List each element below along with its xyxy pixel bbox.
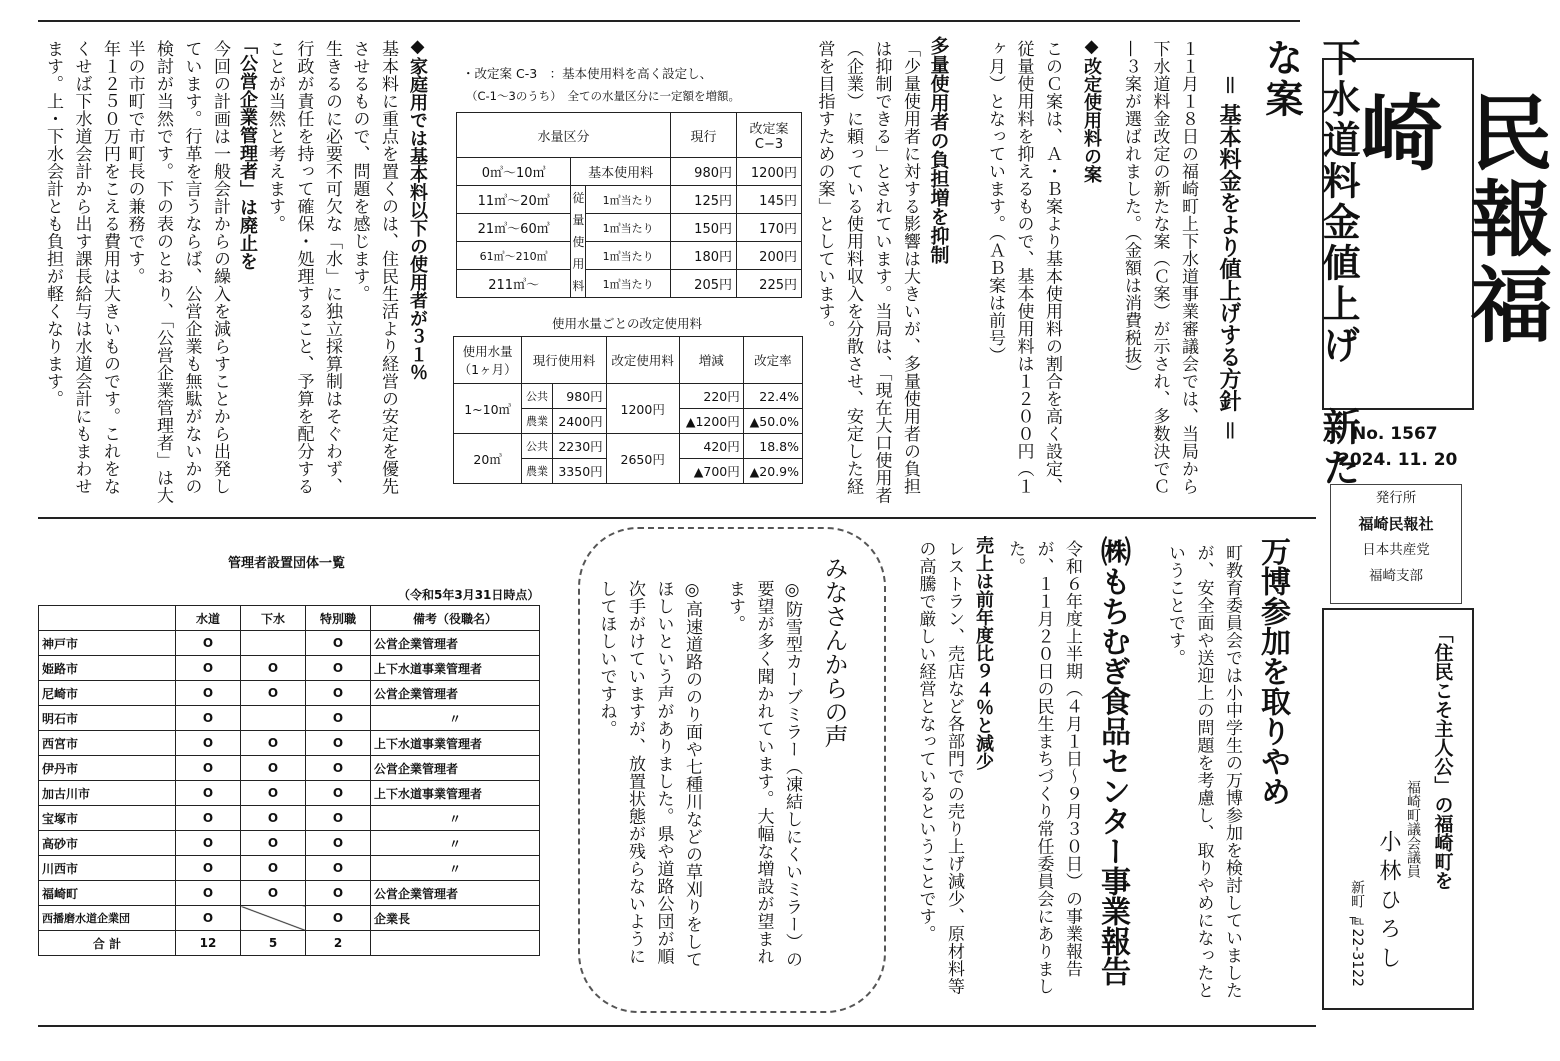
- publisher-label: 発行所: [1375, 490, 1417, 506]
- rate-table: [456, 112, 802, 298]
- sewer-heading-manager: 「公営企業管理者」は廃止を: [237, 36, 258, 270]
- sewer-water-text: 生きるのに必要不可欠な「水」に独立採算制はそぐわず、行政が責任を持って確保・処理すること、予算を配分することが当然と考えます。: [265, 40, 342, 495]
- table-row: 福崎町 O O O 公営企業管理者: [39, 881, 540, 906]
- sewer-intro: １１月１８日の福崎町上下水道事業審議会では、当局から下水道料金改定の新たな案（Ｃ案）が示され、多数決でＣ—３案が選ばれました。（金額は消費税抜）: [1121, 40, 1198, 495]
- table-row: 伊丹市 O O O 公営企業管理者: [39, 756, 540, 781]
- expo-title: 万博参加を取りやめ: [1255, 536, 1290, 806]
- sewer-household-text: 基本料に重点を置くのは、住民生活より経営の安定を優先させるもので、問題を感じます。: [349, 40, 398, 495]
- usage-table: 使用水量 （1ヶ月） 現行使用料 改定使用料 増減 改定率 1~10㎥ 公共 980円 1200円 220円 22.4% 農業 2400円 ▲1200円 ▲50.0% 20㎥ 公共 2230円 2650円 420円 18.8% 農業 3350円 ▲700円 ▲20.9%: [453, 336, 803, 484]
- rate-table-note1: ・改定案 C-3 ：基本使用料を高く設定し、: [462, 66, 713, 81]
- rate-header-current: 現行: [670, 113, 736, 158]
- mochimugi-body: 令和６年度上半期（４月１日～９月３０日）の事業報告が、１１月２０日の民生まちづくり常任委員会にありました。: [1005, 540, 1082, 995]
- table-row: 高砂市 O O O 〃: [39, 831, 540, 856]
- rate-table-note2: （C-1～3のうち） 全ての水量区分に一定額を増額。: [466, 89, 741, 103]
- bottom-rule: [38, 1025, 1316, 1027]
- table-row: 尼崎市 O O O 公営企業管理者: [39, 681, 540, 706]
- sewer-article-subtitle: ＝ 基本料金をより値上げする方針 ＝: [1216, 74, 1241, 442]
- usage-table-caption: 使用水量ごとの改定使用料: [552, 316, 703, 331]
- table-row: 61㎥～210㎥ 1㎥当たり 180円 200円: [457, 242, 802, 270]
- contact-name: 小 林 ひ ろ し: [1376, 830, 1401, 968]
- table-row: 明石市 O O 〃: [39, 706, 540, 731]
- issue-number: No. 1567: [1352, 424, 1438, 444]
- voices-item-mowing: ◎高速道路ののり面や七種川などの草刈りをしてほしいという声がありました。県や道路公団が順次手がけていますが、放置状態が残らないようにしてほしいですね。: [596, 580, 702, 968]
- manager-table: 水道 下水 特別職 備考（役職名） 神戸市 O O 公営企業管理者 姫路市 O O O 上下水道事業管理者 尼崎市 O O O 公営企業管理者 明石市 O O 〃 西宮市 O O O 上下水道事業管理者 伊丹市 O O O 公営企業管理者 加古川市 O O O 上下水道事業管理者 宝塚市 O O O 〃 高砂市 O O O 〃 川西市 O O O 〃 福崎町 O O O 公営企業管理者 西播磨水道企業団 O O 企業長 合 計 12 5 2: [38, 605, 540, 956]
- sewer-manager-text: 今回の計画は一般会計からの繰入を減らすことから出発しています。行革を言うならば、公営企業も無駄がないかの検討が当然です。下の表のとおり、「公営企業管理者」は大半の市町で市町長の兼務です。: [124, 40, 230, 504]
- table-row: 20㎥ 公共 2230円 2650円 420円 18.8%: [454, 434, 803, 459]
- sewer-article-title: 下水道料金値上げ 新たな案: [1259, 38, 1360, 489]
- table-row: 姫路市 O O O 上下水道事業管理者: [39, 656, 540, 681]
- mochimugi-title: ㈱もちむぎ食品センター事業報告: [1095, 536, 1130, 986]
- sewer-burden-text: 「少量使用者に対する影響は大きいが、多量使用者の負担は抑制できる」とされています。当局は、「現在大口使用者（企業）に頼っている使用料収入を分散させ、安定した経営を目指すための案」としています。: [814, 40, 920, 504]
- rate-side-label: 従 量 使 用 料: [571, 186, 586, 298]
- top-rule: [38, 20, 1300, 22]
- table-row: 21㎥～60㎥ 1㎥当たり 150円 170円: [457, 214, 802, 242]
- voices-item-mirror: ◎防雪型カーブミラー（凍結しにくいミラー）の要望が多く聞かれています。大幅な増設が望まれます。: [725, 580, 802, 968]
- publisher-branch: 福崎支部: [1369, 568, 1423, 584]
- rate-header-new: 改定案 C−3: [737, 113, 802, 158]
- mochimugi-headline: 売上は前年度比９４％と減少: [973, 536, 994, 770]
- table-row: 農業 2400円 ▲1200円 ▲50.0%: [454, 409, 803, 434]
- sewer-heading-burden: 多量使用者の負担増を抑制: [927, 36, 950, 264]
- contact-slogan: 「住民こそ主人公」の福崎町を: [1431, 624, 1454, 890]
- mochimugi-body2: レストラン、売店など各部門での売り上げ減少、原材料等の高騰で厳しい経営となっているということです。: [915, 540, 964, 995]
- table-row: 0㎥～10㎥ 基本使用料 980円 1200円: [457, 158, 802, 186]
- publisher-party: 日本共産党: [1362, 542, 1430, 558]
- sewer-heading-plan: ◆改定使用料の案: [1081, 36, 1102, 183]
- diagonal-cell: [241, 906, 306, 931]
- expo-body: 町教育委員会では小中学生の万博参加を検討していましたが、安全面や送迎上の問題を考慮し、取りやめになったということです。: [1165, 544, 1242, 999]
- sewer-plan-text: このＣ案は、Ａ・Ｂ案より基本使用料の割合を高く設定、従量使用料を抑えるもので、基本使用料は１２００円（１ヶ月）となっています。（ＡＢ案は前号）: [985, 40, 1062, 495]
- issue-date: 2024. 11. 20: [1338, 450, 1458, 470]
- contact-address: 新町 ℡22-3122: [1349, 880, 1365, 987]
- table-row: 神戸市 O O 公営企業管理者: [39, 631, 540, 656]
- manager-table-title: 管理者設置団体一覧: [228, 556, 346, 571]
- table-row: 川西市 O O O 〃: [39, 856, 540, 881]
- table-row: 西宮市 O O O 上下水道事業管理者: [39, 731, 540, 756]
- table-row: 合 計 12 5 2: [39, 931, 540, 956]
- table-row: 211㎥～ 1㎥当たり 205円 225円: [457, 270, 802, 298]
- masthead-title: 民報福崎: [1347, 90, 1553, 348]
- sewer-heading-household: ◆家庭用では基本料以下の使用者が３１％: [407, 36, 428, 381]
- usage-header-volume: 使用水量 （1ヶ月）: [454, 337, 522, 384]
- manager-table-date: （令和5年3月31日時点）: [398, 588, 540, 602]
- voices-title: みなさんからの声: [820, 556, 848, 748]
- rate-header-range: 水量区分: [457, 113, 671, 158]
- contact-role: 福崎町議会議員: [1405, 780, 1421, 878]
- table-row: 加古川市 O O O 上下水道事業管理者: [39, 781, 540, 806]
- middle-rule: [38, 517, 1316, 519]
- table-row: 西播磨水道企業団 O O 企業長: [39, 906, 540, 931]
- publisher-name: 福崎民報社: [1358, 515, 1434, 533]
- table-row: 農業 3350円 ▲700円 ▲20.9%: [454, 459, 803, 484]
- table-row: 宝塚市 O O O 〃: [39, 806, 540, 831]
- sewer-cost-text: 年１２５０万円をこえる費用は大きいものです。これをなくせば下水道会計から出す課長給与は水道会計にもまわせます。上・下水会計とも負担が軽くなります。: [43, 40, 120, 495]
- table-row: 1~10㎥ 公共 980円 1200円 220円 22.4%: [454, 384, 803, 409]
- table-row: 11㎥～20㎥ 従 量 使 用 料 1㎥当たり 125円 145円: [457, 186, 802, 214]
